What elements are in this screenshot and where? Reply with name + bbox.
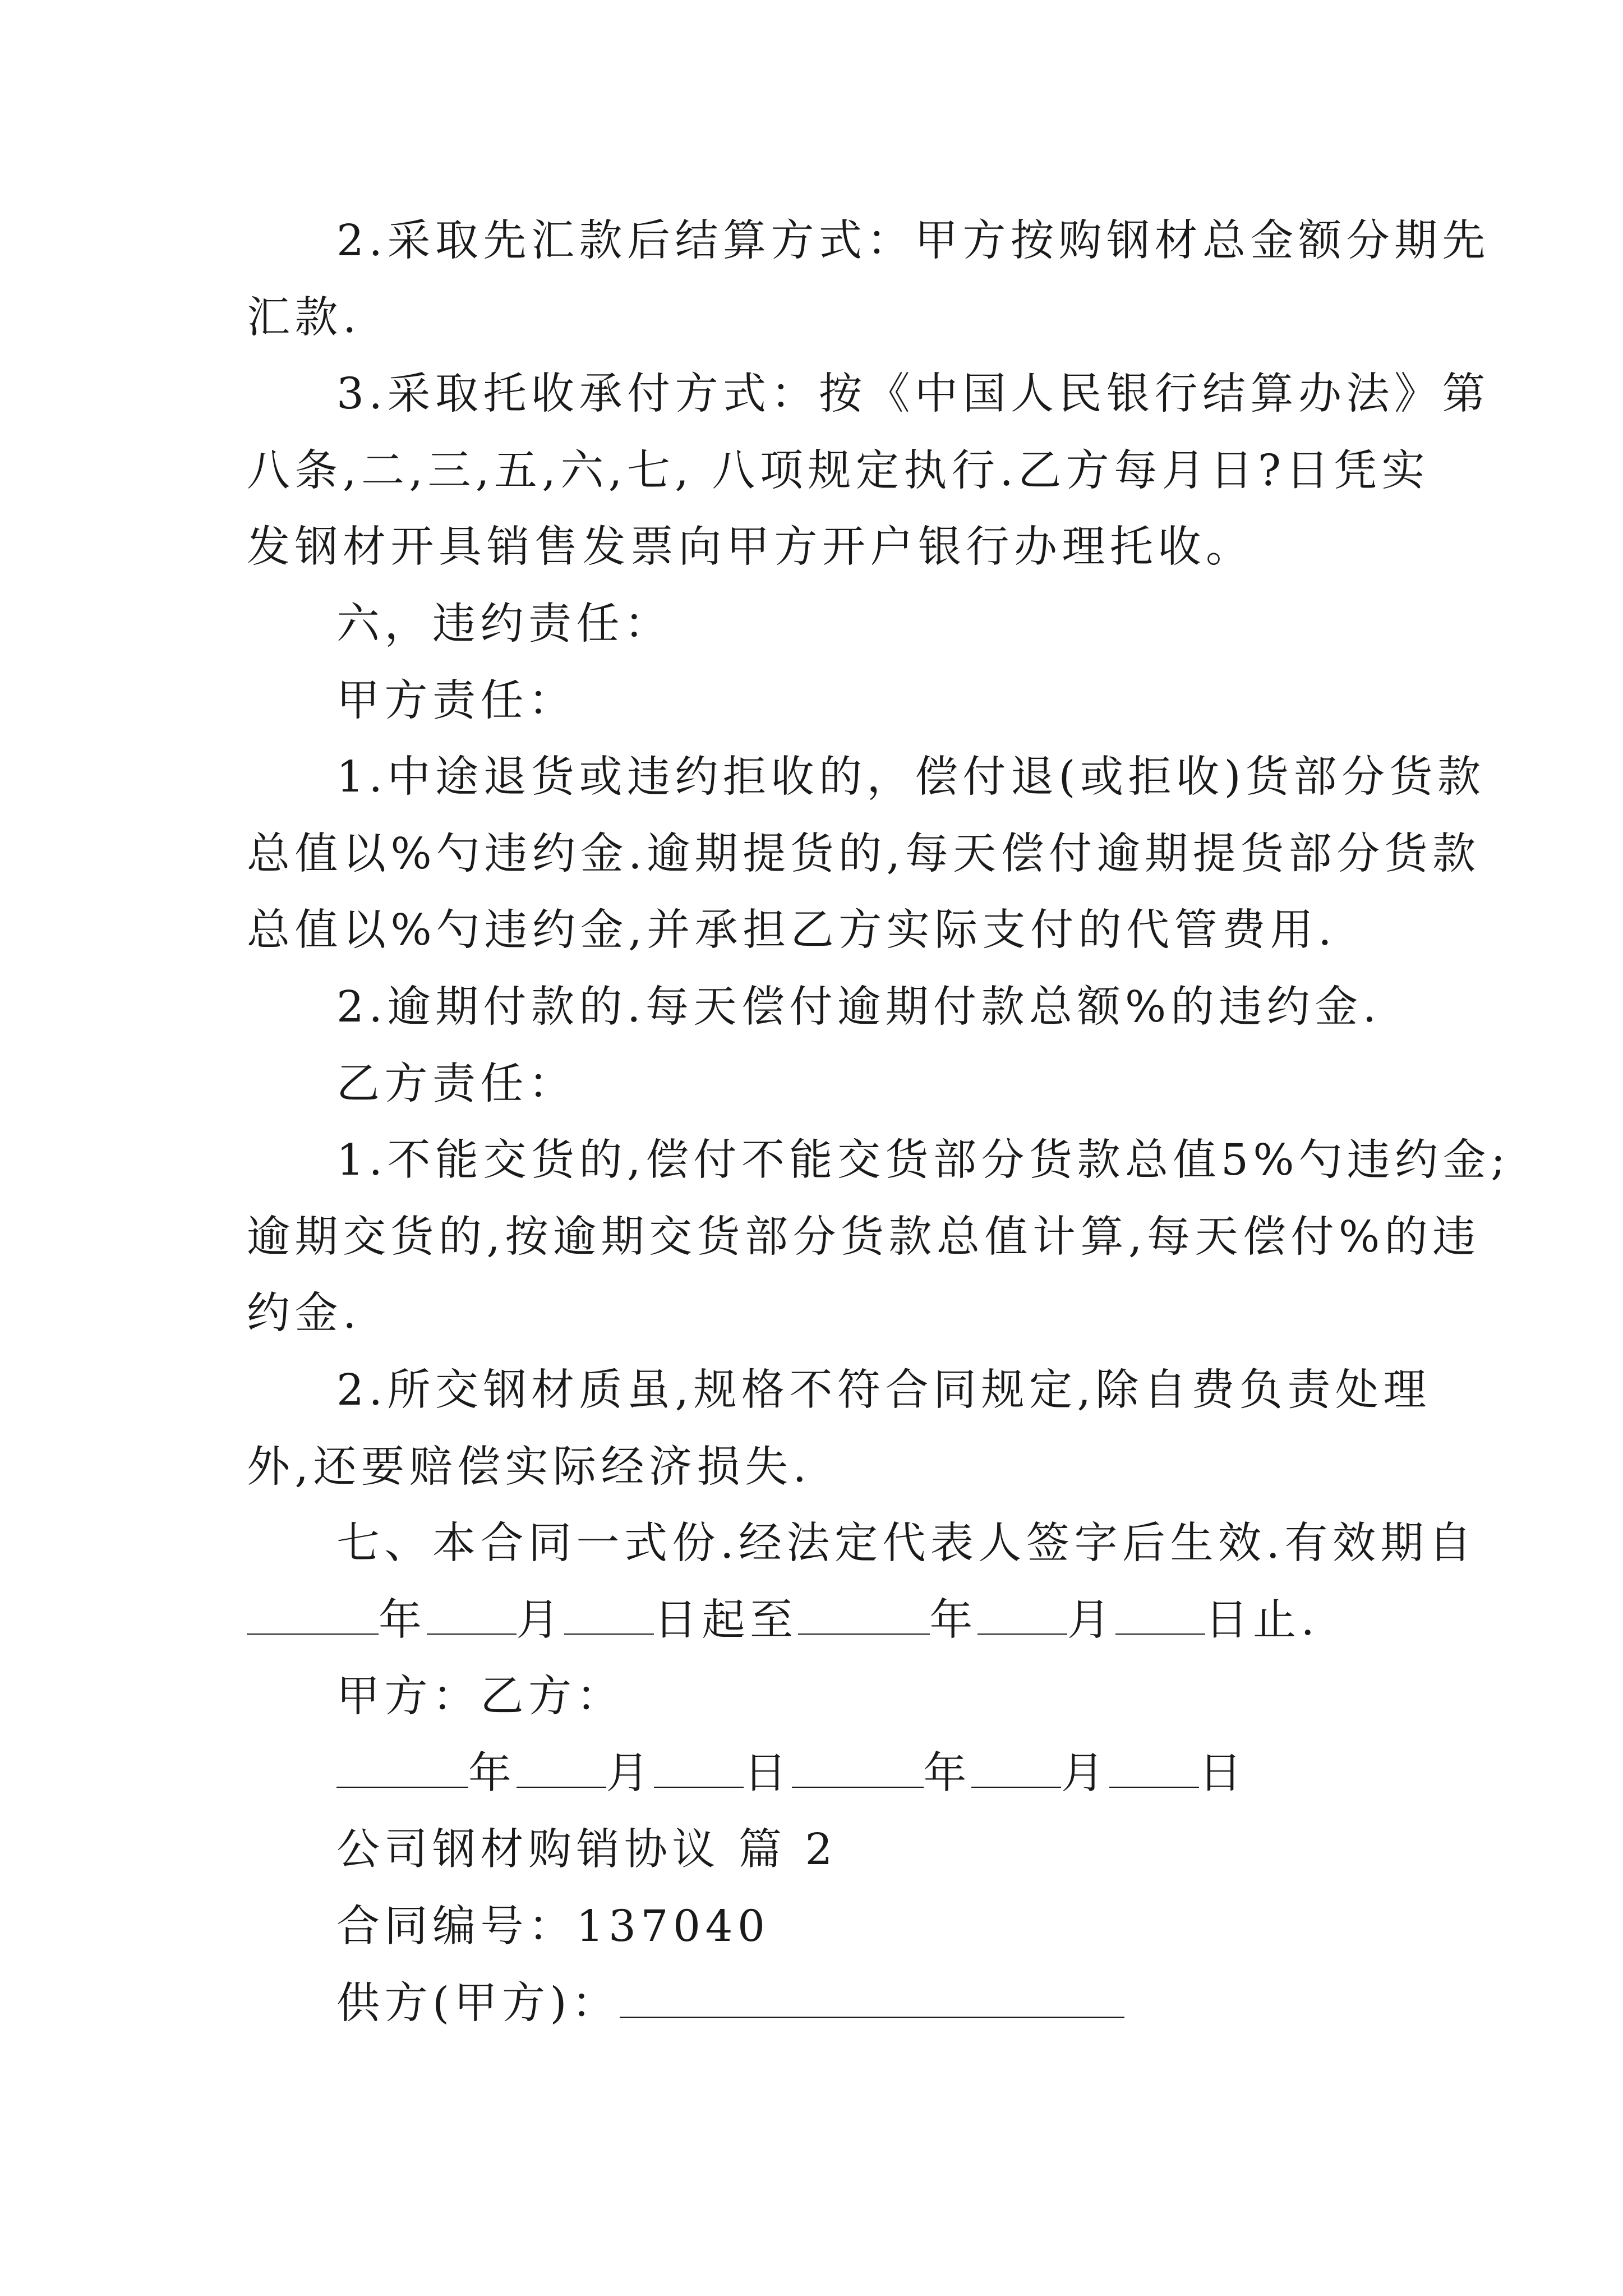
year-blank[interactable]	[798, 1598, 930, 1635]
year-label: 年	[379, 1595, 427, 1645]
year-label: 年	[929, 1595, 978, 1645]
signing-date-row	[336, 1746, 1247, 1802]
text-line: 3.采取托收承付方式：按《中国人民银行结算办法》第	[336, 369, 1490, 419]
supplier-name-blank[interactable]	[620, 1981, 1124, 2018]
year-blank[interactable]	[792, 1751, 924, 1788]
supplier-label: 供方(甲方)：	[336, 1978, 620, 2028]
text-line: 1.不能交货的,偿付不能交货部分货款总值5%勺违约金;	[336, 1135, 1510, 1185]
text-line: 发钢材开具销售发票向甲方开户银行办理托收。	[247, 522, 1254, 572]
section-title: 公司钢材购销协议 篇 2	[336, 1825, 837, 1875]
text-line: 2.逾期付款的.每天偿付逾期付款总额%的违约金.	[336, 982, 1381, 1032]
text-line: 逾期交货的,按逾期交货部分货款总值计算,每天偿付%的违	[247, 1212, 1481, 1262]
day-blank[interactable]	[1115, 1598, 1205, 1635]
day-from-label: 日起至	[654, 1595, 798, 1645]
month-label: 月	[1061, 1749, 1109, 1798]
text-line: 甲方责任：	[336, 676, 577, 726]
text-line: 七、本合同一式份.经法定代表人签字后生效.有效期自	[336, 1519, 1477, 1568]
day-blank[interactable]	[1109, 1751, 1199, 1788]
month-label: 月	[606, 1749, 654, 1798]
contract-number: 合同编号：137040	[336, 1902, 770, 1952]
day-label: 日	[1198, 1749, 1247, 1798]
day-label: 日	[744, 1749, 792, 1798]
text-line: 总值以%勺违约金,并承担乙方实际支付的代管费用.	[247, 905, 1337, 955]
text-line: 2.采取先汇款后结算方式：甲方按购钢材总金额分期先	[336, 216, 1490, 266]
year-blank[interactable]	[247, 1598, 379, 1635]
day-to-label: 日止.	[1205, 1595, 1320, 1645]
supplier-row	[336, 1976, 1124, 2032]
year-label: 年	[468, 1749, 517, 1798]
text-line: 六，违约责任：	[336, 599, 672, 649]
month-blank[interactable]	[517, 1751, 606, 1788]
validity-period-row	[247, 1593, 1319, 1649]
text-line: 汇款.	[247, 293, 361, 343]
month-blank[interactable]	[427, 1598, 517, 1635]
text-line: 2.所交钢材质虽,规格不符合同规定,除自费负责处理	[336, 1365, 1431, 1415]
day-blank[interactable]	[564, 1598, 654, 1635]
day-blank[interactable]	[654, 1751, 744, 1788]
parties-line: 甲方：乙方：	[336, 1672, 624, 1722]
month-label: 月	[516, 1595, 564, 1645]
year-label: 年	[923, 1749, 971, 1798]
month-blank[interactable]	[978, 1598, 1067, 1635]
text-line: 约金.	[247, 1289, 361, 1338]
month-blank[interactable]	[971, 1751, 1061, 1788]
month-label: 月	[1067, 1595, 1115, 1645]
text-line: 八条,二,三,五,六,七, 八项规定执行.乙方每月日?日凭实	[247, 446, 1430, 496]
text-line: 1.中途退货或违约拒收的，偿付退(或拒收)货部分货款	[336, 752, 1486, 802]
year-blank[interactable]	[336, 1751, 468, 1788]
text-line: 总值以%勺违约金.逾期提货的,每天偿付逾期提货部分货款	[247, 829, 1481, 879]
text-line: 外,还要赔偿实际经济损失.	[247, 1442, 811, 1492]
text-line: 乙方责任：	[336, 1059, 577, 1109]
